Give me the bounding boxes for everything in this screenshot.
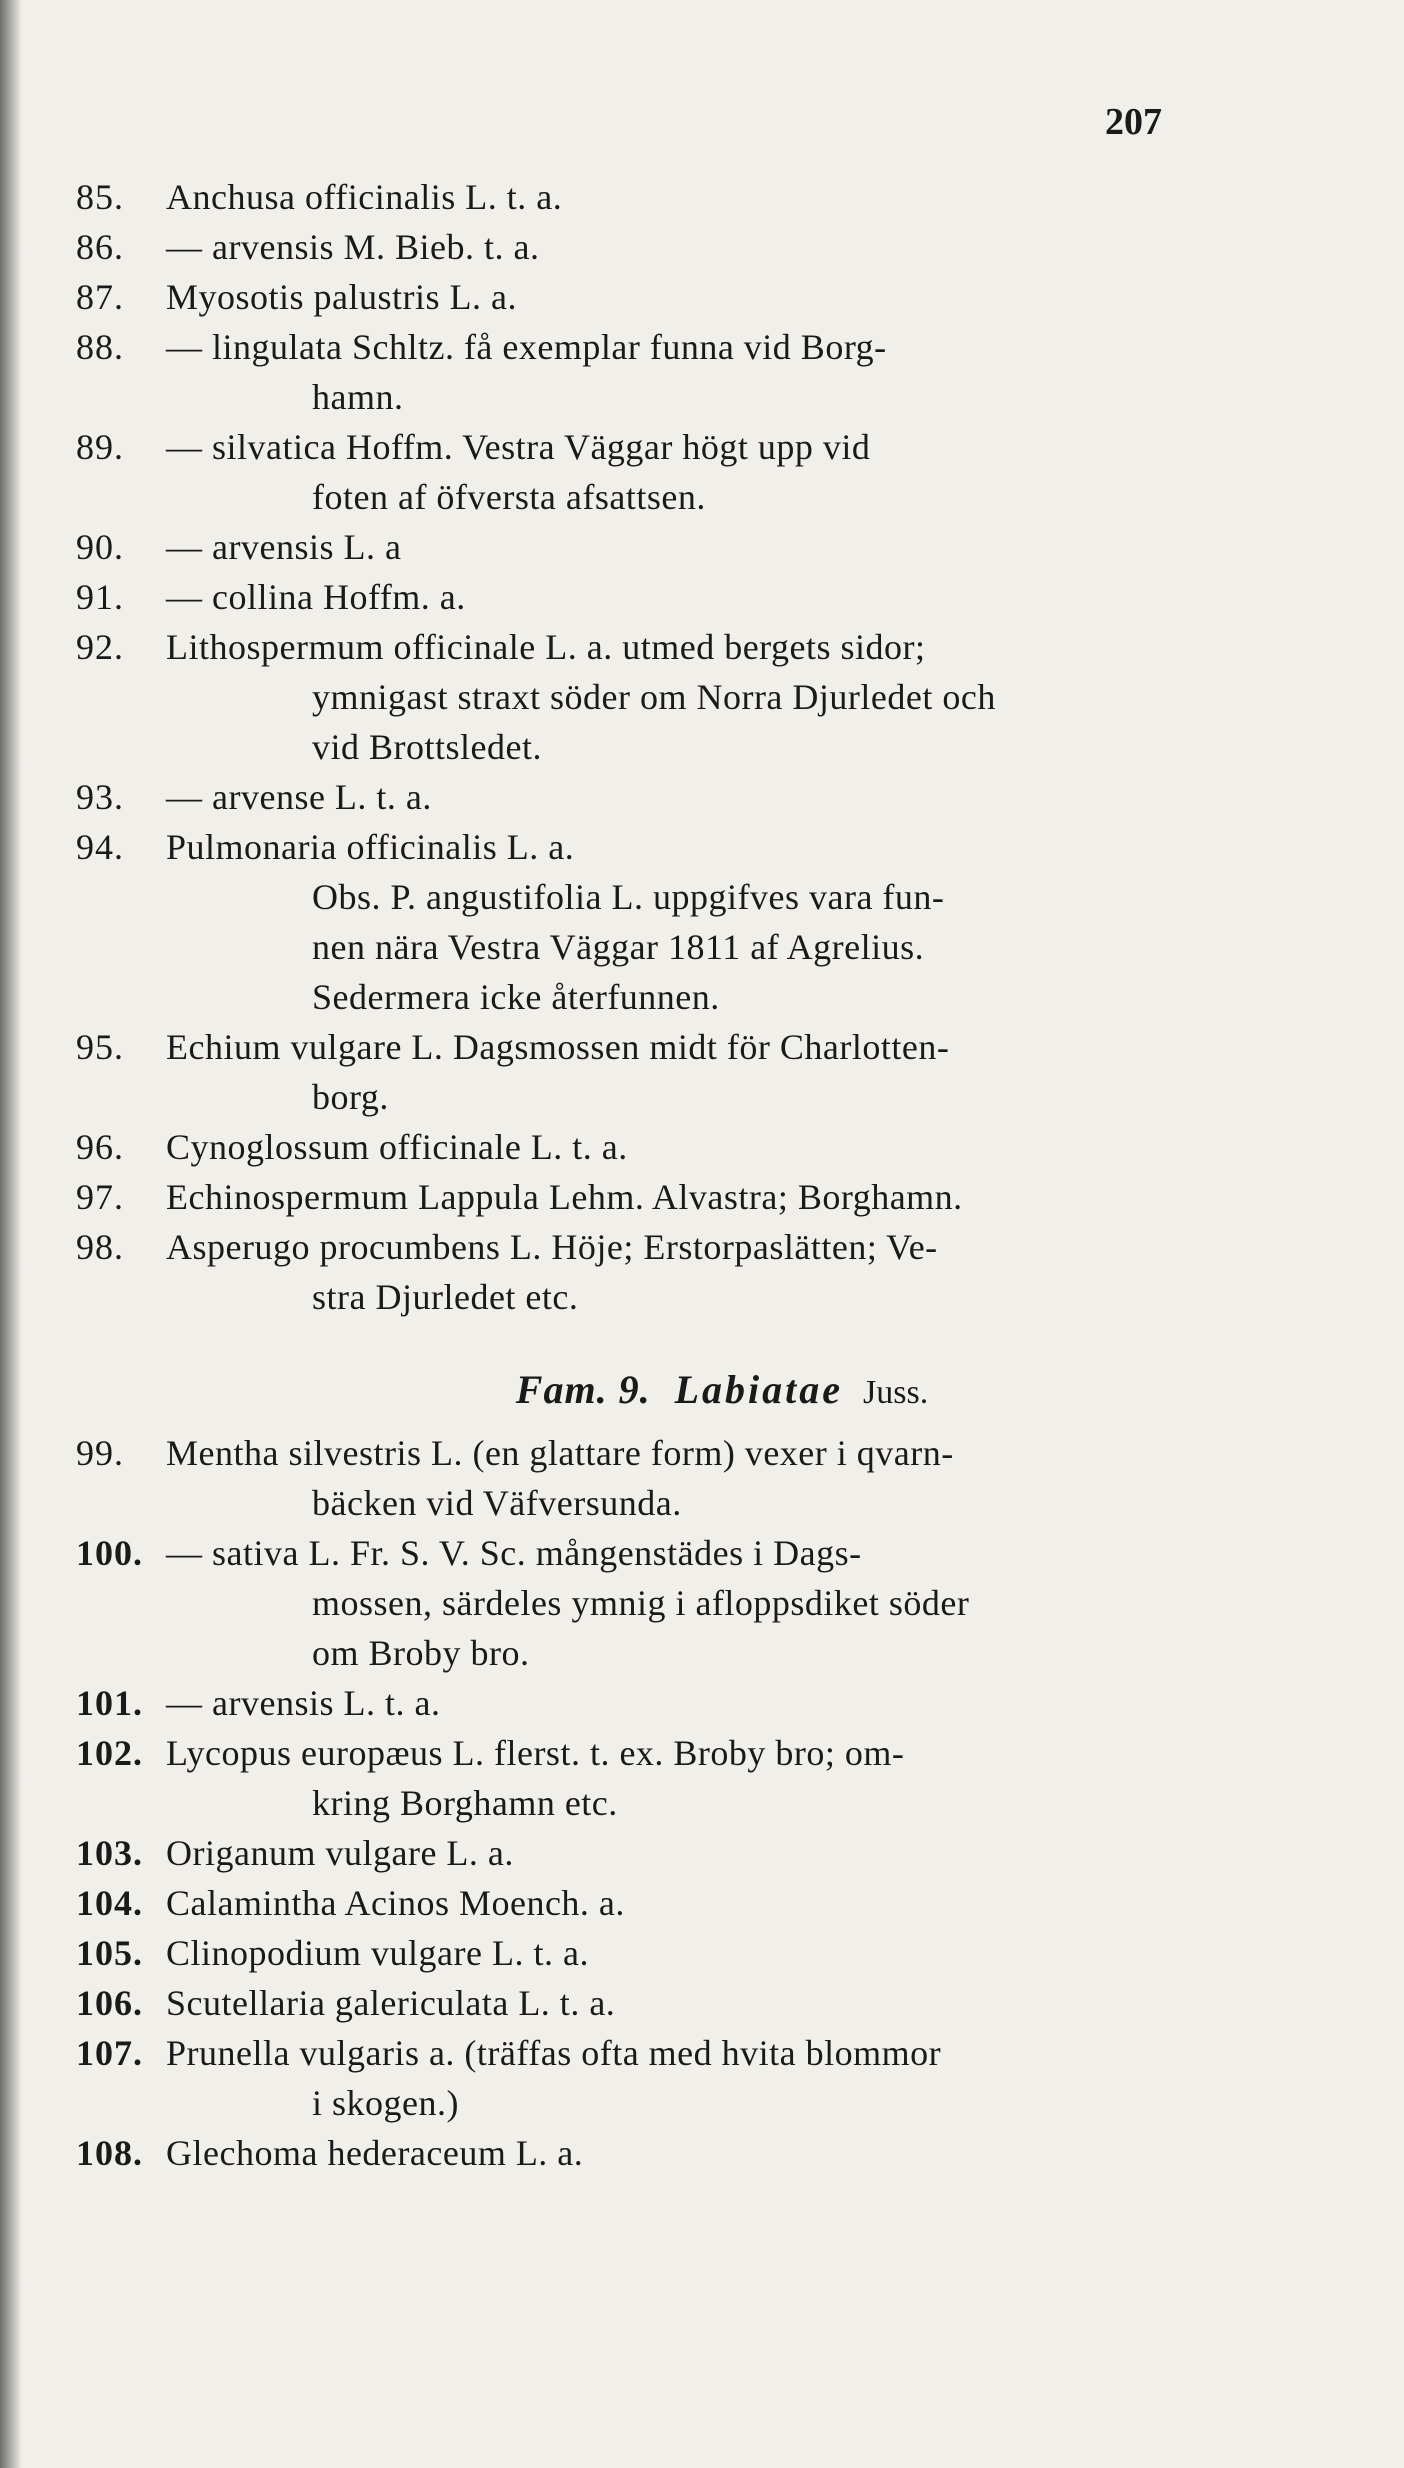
- entry-line: i skogen.): [312, 2083, 459, 2123]
- entry-text: [166, 172, 1200, 222]
- entry-text: [166, 272, 1200, 322]
- entry-line: — silvatica Hoffm. Vestra Väggar högt upp vid: [166, 427, 871, 467]
- entry-line: Pulmonaria officinalis L. a.: [166, 827, 575, 867]
- species-entry: [0, 1172, 1404, 1222]
- species-entry: [0, 2128, 1404, 2178]
- entry-text: [166, 822, 1200, 872]
- obs-line: Sedermera icke återfunnen.: [312, 977, 720, 1017]
- entry-number: 89.: [76, 427, 124, 467]
- entry-line: Cynoglossum officinale L. t. a.: [166, 1127, 628, 1167]
- entry-number: 88.: [76, 327, 124, 367]
- entry-line: mossen, särdeles ymnig i afloppsdiket söder: [312, 1583, 970, 1623]
- entry-number: 108.: [76, 2133, 143, 2173]
- entry-number: 97.: [76, 1177, 124, 1217]
- entry-line: bäcken vid Väfversunda.: [312, 1483, 682, 1523]
- family-name: Labiatae: [674, 1367, 843, 1412]
- entry-text: [166, 1022, 1200, 1122]
- entry-number: 102.: [76, 1733, 143, 1773]
- species-entry: [0, 272, 1404, 322]
- entry-text: [166, 322, 1200, 422]
- species-entry: [0, 1978, 1404, 2028]
- entry-line: Lycopus europæus L. flerst. t. ex. Broby bro; om-: [166, 1733, 905, 1773]
- entry-number: 101.: [76, 1683, 143, 1723]
- species-entry: [0, 1428, 1404, 1528]
- entry-text: [166, 772, 1200, 822]
- entry-text: [166, 1928, 1200, 1978]
- entry-line: Myosotis palustris L. a.: [166, 277, 517, 317]
- entry-line: — arvense L. t. a.: [166, 777, 432, 817]
- species-entry: [0, 622, 1404, 772]
- species-entry: [0, 1122, 1404, 1172]
- entry-line: borg.: [312, 1077, 389, 1117]
- entry-line: — arvensis L. t. a.: [166, 1683, 441, 1723]
- entry-text: [166, 572, 1200, 622]
- entry-number: 96.: [76, 1127, 124, 1167]
- entry-text: [166, 422, 1200, 522]
- entry-line: Anchusa officinalis L. t. a.: [166, 177, 563, 217]
- entry-line: foten af öfversta afsattsen.: [312, 477, 706, 517]
- species-list: [0, 172, 1404, 2178]
- species-entry: [0, 1022, 1404, 1122]
- species-entry: [0, 1728, 1404, 1828]
- species-entry: [0, 772, 1404, 822]
- entry-number: 85.: [76, 177, 124, 217]
- entry-line: Prunella vulgaris a. (träffas ofta med hvita blommor: [166, 2033, 942, 2073]
- entry-number: 103.: [76, 1833, 143, 1873]
- species-entry: [0, 1678, 1404, 1728]
- species-entry: [0, 1828, 1404, 1878]
- entry-text: [166, 1428, 1200, 1528]
- entries-group-boraginaceae: [0, 172, 1404, 872]
- entry-line: — collina Hoffm. a.: [166, 577, 466, 617]
- obs-line: nen nära Vestra Väggar 1811 af Agrelius.: [312, 927, 925, 967]
- entry-number: 91.: [76, 577, 124, 617]
- entry-number: 105.: [76, 1933, 143, 1973]
- species-entry: [0, 422, 1404, 522]
- species-entry: [0, 522, 1404, 572]
- entry-text: [166, 1728, 1200, 1828]
- entry-text: [166, 1222, 1200, 1322]
- entry-text: [166, 622, 1200, 772]
- entries-group-boraginaceae-cont: [0, 1022, 1404, 1322]
- entry-line: stra Djurledet etc.: [312, 1277, 579, 1317]
- entry-line: Origanum vulgare L. a.: [166, 1833, 514, 1873]
- entry-number: 86.: [76, 227, 124, 267]
- page-number: 207: [1105, 101, 1162, 143]
- entries-group-labiatae: [0, 1428, 1404, 2178]
- entry-number: 93.: [76, 777, 124, 817]
- entry-line: kring Borghamn etc.: [312, 1783, 618, 1823]
- entry-text: [166, 1678, 1200, 1728]
- entry-number: 92.: [76, 627, 124, 667]
- species-entry: [0, 1878, 1404, 1928]
- entry-line: Calamintha Acinos Moench. a.: [166, 1883, 625, 1923]
- entry-line: — arvensis M. Bieb. t. a.: [166, 227, 540, 267]
- entry-line: Glechoma hederaceum L. a.: [166, 2133, 584, 2173]
- entry-text: [166, 222, 1200, 272]
- entry-line: Mentha silvestris L. (en glattare form) vexer i qvarn-: [166, 1433, 954, 1473]
- entry-line: Clinopodium vulgare L. t. a.: [166, 1933, 589, 1973]
- species-entry: [0, 172, 1404, 222]
- entry-number: 94.: [76, 827, 124, 867]
- species-entry: [0, 322, 1404, 422]
- entry-text: [166, 1122, 1200, 1172]
- entry-text: [166, 2128, 1200, 2178]
- entry-line: — sativa L. Fr. S. V. Sc. mångenstädes i Dags-: [166, 1533, 862, 1573]
- entry-number: 104.: [76, 1883, 143, 1923]
- entry-number: 106.: [76, 1983, 143, 2023]
- entry-line: hamn.: [312, 377, 404, 417]
- entry-text: [166, 1172, 1200, 1222]
- entry-line: ymnigast straxt söder om Norra Djurledet och: [312, 677, 996, 717]
- entry-text: [166, 1978, 1200, 2028]
- family-number: Fam. 9.: [515, 1367, 651, 1412]
- entry-number: 87.: [76, 277, 124, 317]
- entry-line: Echium vulgare L. Dagsmossen midt för Charlotten-: [166, 1027, 950, 1067]
- entry-line: Echinospermum Lappula Lehm. Alvastra; Borghamn.: [166, 1177, 963, 1217]
- entry-number: 98.: [76, 1227, 124, 1267]
- species-entry: [0, 822, 1404, 872]
- entry-text: [166, 1878, 1200, 1928]
- entry-line: Lithospermum officinale L. a. utmed bergets sidor;: [166, 627, 926, 667]
- species-entry: [0, 2028, 1404, 2128]
- obs-note: [0, 872, 1404, 1022]
- species-entry: [0, 1222, 1404, 1322]
- entry-line: — lingulata Schltz. få exemplar funna vid Borg-: [166, 327, 887, 367]
- species-entry: [0, 1528, 1404, 1678]
- entry-line: Asperugo procumbens L. Höje; Erstorpaslätten; Ve-: [166, 1227, 938, 1267]
- entry-text: [166, 2028, 1200, 2128]
- species-entry: [0, 222, 1404, 272]
- family-heading: [0, 1360, 1404, 1420]
- entry-text: [166, 1528, 1200, 1678]
- entry-line: om Broby bro.: [312, 1633, 530, 1673]
- family-author: Juss.: [863, 1374, 929, 1411]
- entry-line: vid Brottsledet.: [312, 727, 542, 767]
- entry-number: 99.: [76, 1433, 124, 1473]
- entry-number: 95.: [76, 1027, 124, 1067]
- entry-text: [166, 522, 1200, 572]
- entry-line: Scutellaria galericulata L. t. a.: [166, 1983, 616, 2023]
- entry-number: 100.: [76, 1533, 143, 1573]
- species-entry: [0, 572, 1404, 622]
- entry-line: — arvensis L. a: [166, 527, 402, 567]
- entry-number: 107.: [76, 2033, 143, 2073]
- entry-text: [166, 1828, 1200, 1878]
- entry-number: 90.: [76, 527, 124, 567]
- obs-line: Obs. P. angustifolia L. uppgifves vara fun-: [312, 877, 945, 917]
- species-entry: [0, 1928, 1404, 1978]
